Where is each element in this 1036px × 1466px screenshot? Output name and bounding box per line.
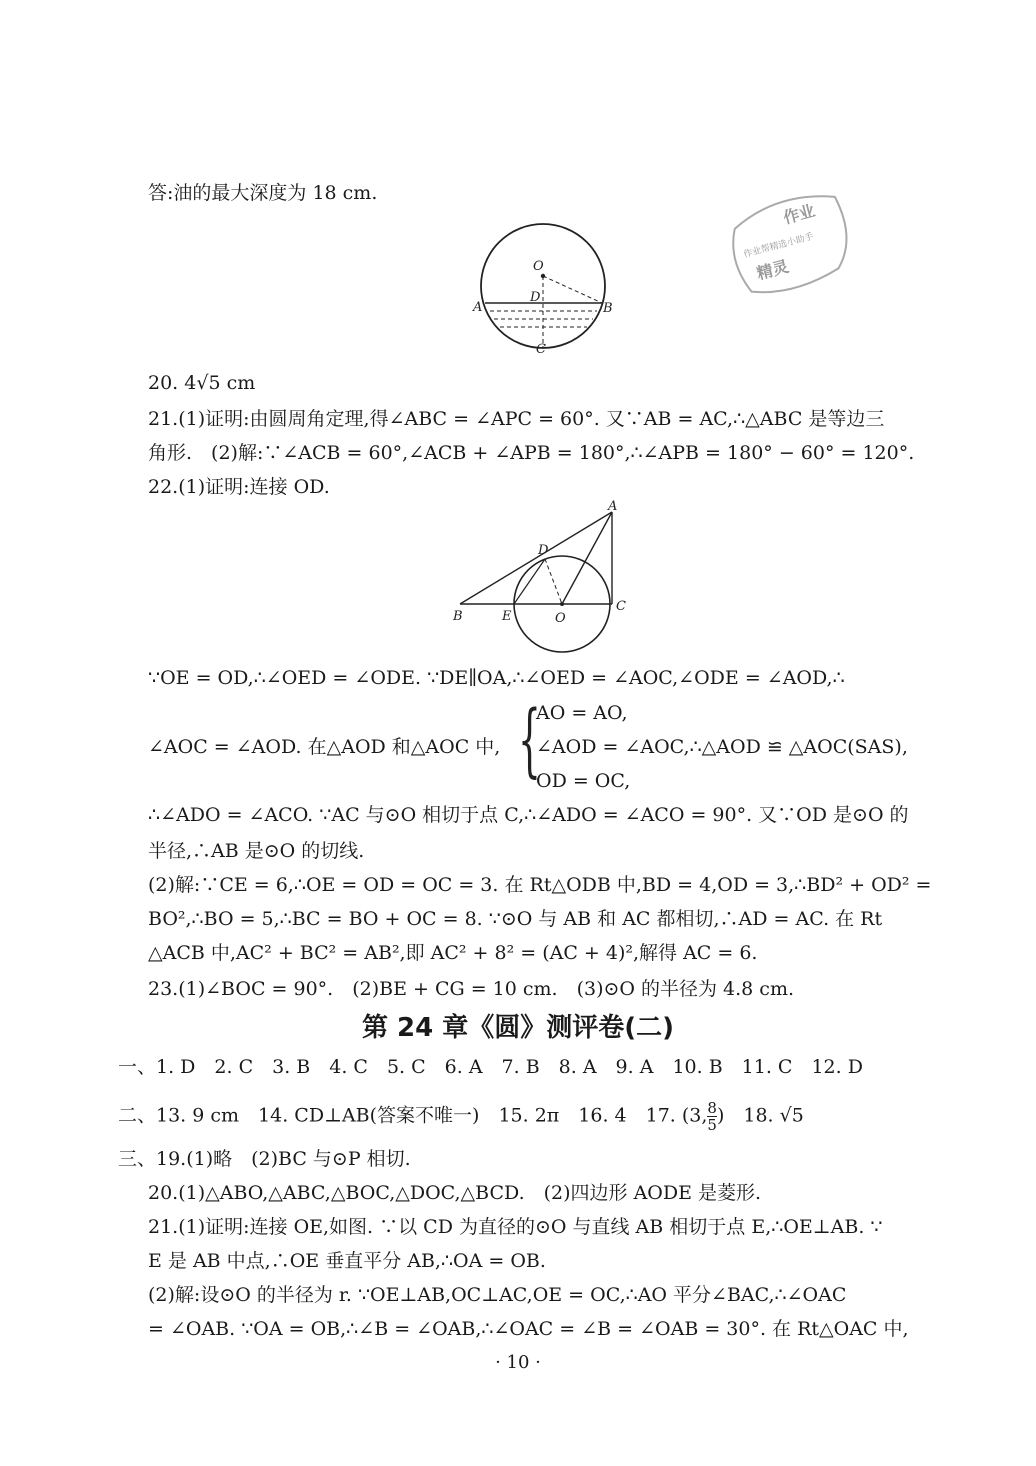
fig1-label-B: B	[603, 301, 613, 316]
answer-line-22f: (2)解:∵CE = 6,∴OE = OD = OC = 3. 在 Rt△ODB 中,BD = 4,OD = 3,∴BD² + OD² =	[148, 874, 932, 896]
fig2-label-O: O	[555, 611, 566, 626]
fraction-8-5	[707, 1100, 717, 1133]
fig1-label-O: O	[533, 259, 544, 274]
answer-line-oil-depth: 答:油的最大深度为 18 cm.	[148, 182, 378, 204]
stamp-bottom-text: 精灵	[754, 256, 791, 284]
section-2-answers	[118, 1100, 804, 1133]
answer-line-21b: 角形. (2)解:∵∠ACB = 60°,∠ACB + ∠APB = 180°,∴∠APB = 180° − 60° = 120°.	[148, 442, 915, 464]
system-row-3: OD = OC,	[536, 770, 631, 792]
fig2-label-A: A	[608, 500, 618, 514]
section-2-part-b: ) 18. √5	[716, 1104, 804, 1127]
curly-brace: {	[518, 693, 541, 786]
section-3-answer-21d: = ∠OAB. ∵OA = OB,∴∠B = ∠OAB,∴∠OAC = ∠B = ∠OAB = 30°. 在 Rt△OAC 中,	[148, 1318, 909, 1340]
fig2-label-E: E	[502, 609, 512, 624]
answer-line-23: 23.(1)∠BOC = 90°. (2)BE + CG = 10 cm. (3)⊙O 的半径为 4.8 cm.	[148, 978, 795, 1000]
answer-line-20: 20. 4√5 cm	[148, 372, 256, 394]
fig1-label-A: A	[473, 300, 483, 315]
fig1-label-C: C	[536, 342, 546, 357]
section-2-part-a: 二、13. 9 cm 14. CD⊥AB(答案不唯一) 15. 2π 16. 4 17. (3,	[118, 1104, 708, 1127]
answer-line-22h: △ACB 中,AC² + BC² = AB²,即 AC² + 8² = (AC + 4)²,解得 AC = 6.	[148, 942, 758, 964]
answer-line-22d: ∴∠ADO = ∠ACO. ∵AC 与⊙O 相切于点 C,∴∠ADO = ∠ACO = 90°. 又∵OD 是⊙O 的	[148, 804, 909, 826]
system-row-2: ∠AOD = ∠AOC,∴△AOD ≌ △AOC(SAS),	[536, 736, 908, 758]
oil-circle-figure	[466, 210, 626, 360]
fig2-label-B: B	[453, 609, 463, 624]
section-3-answer-19: 三、19.(1)略 (2)BC 与⊙P 相切.	[118, 1148, 411, 1170]
watermark-stamp	[720, 185, 860, 300]
answer-line-22e: 半径,∴AB 是⊙O 的切线.	[148, 840, 365, 862]
answer-line-22g: BO²,∴BO = 5,∴BC = BO + OC = 8. ∵⊙O 与 AB 和 AC 都相切,∴AD = AC. 在 Rt	[148, 908, 883, 930]
section-3-answer-21b: E 是 AB 中点,∴OE 垂直平分 AB,∴OA = OB.	[148, 1250, 546, 1272]
fig2-label-C: C	[616, 599, 626, 614]
chapter-title: 第 24 章《圆》测评卷(二)	[361, 1013, 675, 1043]
stamp-top-text: 作业	[781, 200, 818, 228]
fig2-label-D: D	[538, 543, 549, 558]
section-1-answers: 一、1. D 2. C 3. B 4. C 5. C 6. A 7. B 8. A 9. A 10. B 11. C 12. D	[118, 1056, 863, 1078]
fraction-denominator: 5	[707, 1116, 717, 1134]
answer-line-22c: ∠AOC = ∠AOD. 在△AOD 和△AOC 中,	[148, 736, 501, 758]
fig1-label-D: D	[530, 290, 541, 305]
answer-line-21a: 21.(1)证明:由圆周角定理,得∠ABC = ∠APC = 60°. 又∵AB = AC,∴△ABC 是等边三	[148, 408, 885, 430]
fraction-numerator: 8	[707, 1099, 717, 1117]
section-3-answer-21a: 21.(1)证明:连接 OE,如图. ∵以 CD 为直径的⊙O 与直线 AB 相切于点 E,∴OE⊥AB. ∵	[148, 1216, 883, 1238]
page-number: · 10 ·	[495, 1352, 541, 1373]
system-row-1: AO = AO,	[536, 702, 628, 724]
section-3-answer-20: 20.(1)△ABO,△ABC,△BOC,△DOC,△BCD. (2)四边形 AODE 是菱形.	[148, 1182, 762, 1204]
answer-line-22a: 22.(1)证明:连接 OD.	[148, 476, 330, 498]
stamp-mid-text: 作业帮精选小助手	[742, 231, 815, 261]
section-3-answer-21c: (2)解:设⊙O 的半径为 r. ∵OE⊥AB,OC⊥AC,OE = OC,∴AO 平分∠BAC,∴∠OAC	[148, 1284, 847, 1306]
tangent-figure	[440, 500, 650, 660]
answer-line-22b: ∵OE = OD,∴∠OED = ∠ODE. ∵DE∥OA,∴∠OED = ∠AOC,∠ODE = ∠AOD,∴	[148, 667, 845, 689]
